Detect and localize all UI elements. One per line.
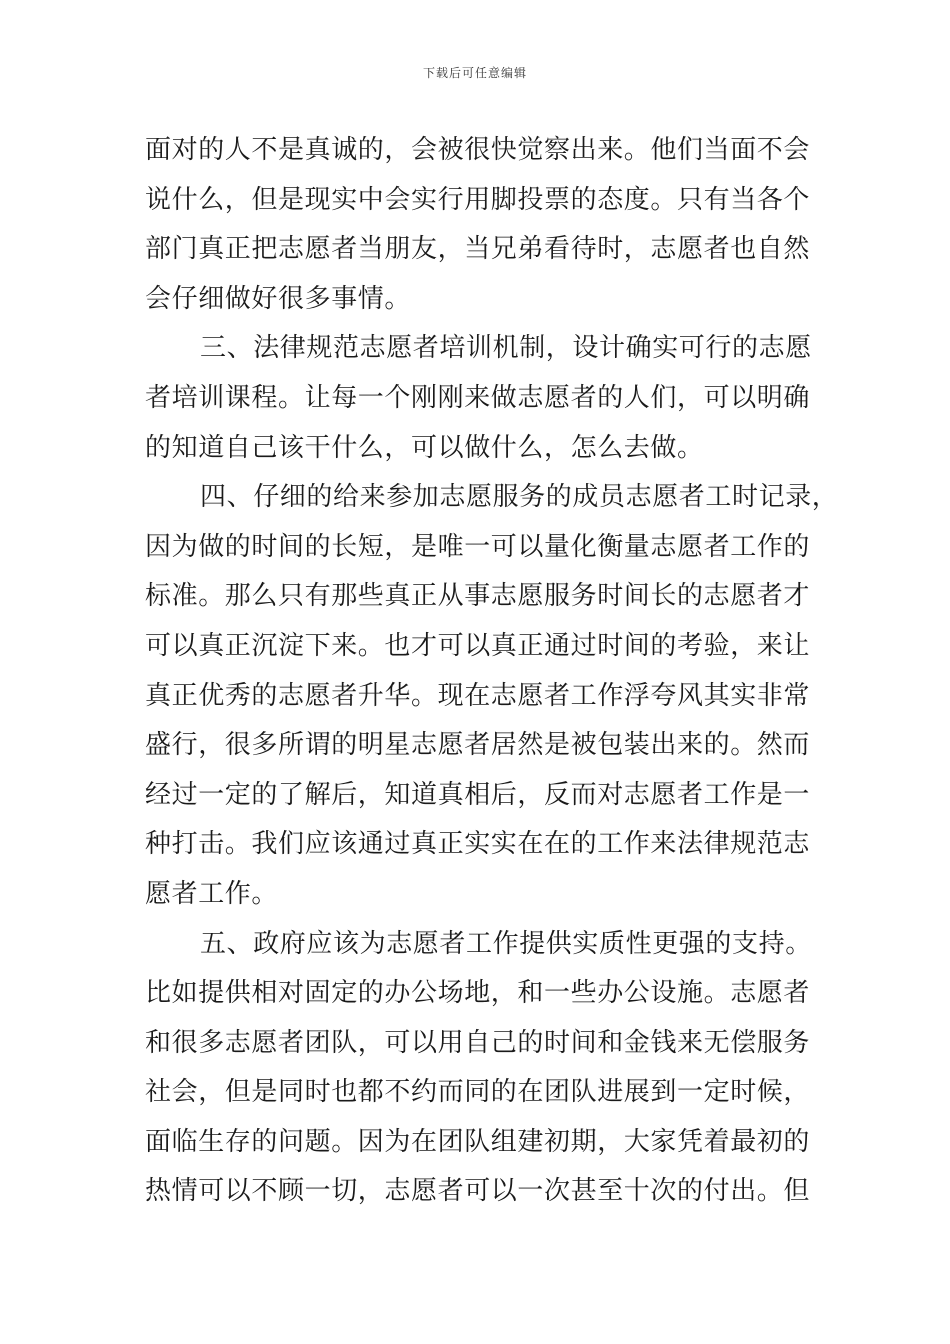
- text-line: 经过一定的了解后，知道真相后，反而对志愿者工作是一: [145, 779, 811, 810]
- paragraph-five-start: 五、政府应该为志愿者工作提供实质性更强的支持。: [200, 928, 812, 959]
- text-line: 和很多志愿者团队，可以用自己的时间和金钱来无偿服务: [145, 1027, 811, 1058]
- text-line: 种打击。我们应该通过真正实实在在的工作来法律规范志: [145, 829, 811, 860]
- text-line: 说什么，但是现实中会实行用脚投票的态度。只有当各个: [145, 184, 811, 215]
- text-line: 社会，但是同时也都不约而同的在团队进展到一定时候，: [145, 1077, 811, 1108]
- text-line: 因为做的时间的长短，是唯一可以量化衡量志愿者工作的: [145, 531, 811, 562]
- paragraph-four-start: 四、仔细的给来参加志愿服务的成员志愿者工时记录，: [200, 482, 839, 513]
- text-line: 真正优秀的志愿者升华。现在志愿者工作浮夸风其实非常: [145, 680, 811, 711]
- text-line: 面临生存的问题。因为在团队组建初期，大家凭着最初的: [145, 1126, 811, 1157]
- text-line: 标准。那么只有那些真正从事志愿服务时间长的志愿者才: [145, 581, 811, 612]
- body-text: [145, 126, 839, 1217]
- text-line: 盛行，很多所谓的明星志愿者居然是被包装出来的。然而: [145, 730, 811, 761]
- text-line: 可以真正沉淀下来。也才可以真正通过时间的考验，来让: [145, 630, 811, 661]
- text-line: 比如提供相对固定的办公场地，和一些办公设施。志愿者: [145, 978, 811, 1009]
- text-line: 的知道自己该干什么，可以做什么，怎么去做。: [145, 432, 704, 463]
- text-line: 者培训课程。让每一个刚刚来做志愿者的人们，可以明确: [145, 382, 811, 413]
- text-line: 愿者工作。: [145, 878, 279, 909]
- text-line: 面对的人不是真诚的，会被很快觉察出来。他们当面不会: [145, 135, 811, 165]
- text-line: 热情可以不顾一切，志愿者可以一次甚至十次的付出。但: [145, 1176, 811, 1207]
- text-line: 会仔细做好很多事情。: [145, 283, 412, 314]
- page-header: 下载后可任意编辑: [422, 66, 527, 80]
- text-line: 部门真正把志愿者当朋友，当兄弟看待时，志愿者也自然: [145, 234, 811, 265]
- paragraph-three-start: 三、法律规范志愿者培训机制，设计确实可行的志愿: [200, 333, 812, 364]
